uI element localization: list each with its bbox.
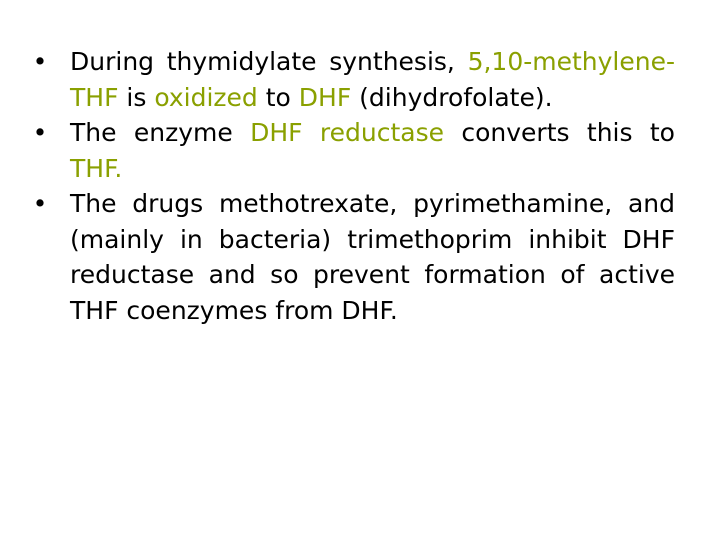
bullet-list — [30, 44, 675, 328]
bullet-1-text-4: (dihydrofolate). — [351, 82, 553, 112]
bullet-2-term-dhf-reductase: DHF reductase — [250, 118, 444, 147]
bullet-dot-icon: • — [32, 118, 48, 147]
bullet-1-term-oxidized: oxidized — [154, 82, 258, 112]
bullet-1-term-dhf: DHF — [298, 82, 352, 112]
bullet-dot-icon: • — [32, 47, 48, 76]
bullet-2-text-2: converts this to — [444, 118, 675, 147]
bullet-item-3 — [30, 186, 675, 328]
bullet-3-text-1: The drugs methotrexate, pyrimethamine, and (mainly in bacteria) trimethoprim inhibit DHF reductase and so prevent formation of active THF coenzymes from DHF. — [70, 189, 675, 325]
bullet-1-text-2: is — [118, 82, 155, 112]
bullet-1-text-3: to — [257, 82, 299, 112]
bullet-item-1 — [30, 44, 675, 115]
bullet-item-2 — [30, 115, 675, 186]
bullet-1-term-methylene-thf: 5,10-methylene-THF — [70, 47, 675, 112]
bullet-2-term-thf: THF. — [70, 153, 123, 183]
bullet-dot-icon: • — [32, 189, 48, 218]
bullet-2-text-1: The enzyme — [70, 118, 251, 147]
bullet-1-text-1: During thymidylate synthesis, — [70, 47, 468, 76]
